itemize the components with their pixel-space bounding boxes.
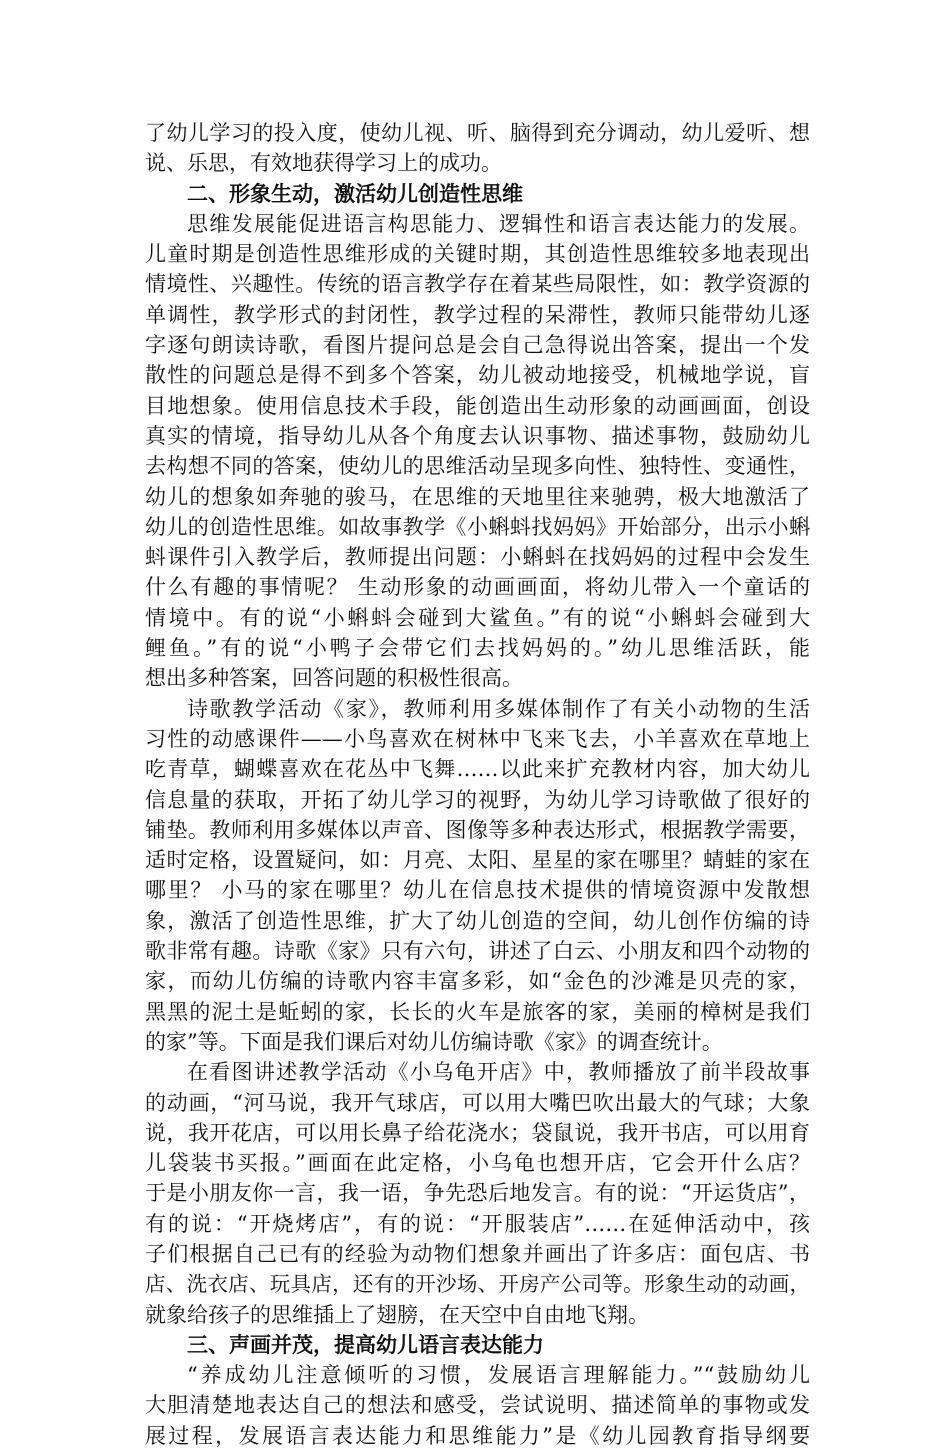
text-line: 象，激活了创造性思维，扩大了幼儿创造的空间，幼儿创作仿编的诗 — [145, 908, 810, 933]
text-line: 儿童时期是创造性思维形成的关键时期，其创造性思维较多地表现出 — [145, 242, 810, 267]
text-line: 家，而幼儿仿编的诗歌内容丰富多彩，如“金色的沙滩是贝壳的家， — [145, 969, 810, 994]
text-line: 的家”等。下面是我们课后对幼儿仿编诗歌《家》的调查统计。 — [145, 1029, 723, 1054]
text-line: 适时定格，设置疑问，如：月亮、太阳、星星的家在哪里？蜻蛙的家在 — [145, 848, 810, 873]
text-line: 吃青草，蝴蝶喜欢在花丛中飞舞……以此来扩充教材内容，加大幼儿 — [145, 757, 810, 782]
text-line: 黑黑的泥土是蚯蚓的家，长长的火车是旅客的家，美丽的樟树是我们 — [145, 999, 810, 1024]
section-heading: 二、形象生动，激活幼儿创造性思维 — [187, 180, 523, 206]
document-page — [145, 118, 810, 1451]
text-line: “养成幼儿注意倾听的习惯，发展语言理解能力。”“鼓励幼儿 — [187, 1363, 810, 1388]
text-line: 展过程，发展语言表达能力和思维能力”是《幼儿园教育指导纲要 — [145, 1423, 810, 1448]
text-line: 情境性、兴趣性。传统的语言教学存在着某些局限性，如：教学资源的 — [145, 272, 810, 297]
text-line: 散性的问题总是得不到多个答案，幼儿被动地接受，机械地学说，盲 — [145, 363, 810, 388]
text-line: 说，我开花店，可以用长鼻子给花浇水；袋鼠说，我开书店，可以用育 — [145, 1120, 810, 1145]
text-line: 目地想象。使用信息技术手段，能创造出生动形象的动画画面，创设 — [145, 393, 810, 418]
text-line: 想出多种答案，回答问题的积极性很高。 — [145, 666, 523, 691]
text-line: 真实的情境，指导幼儿从各个角度去认识事物、描述事物，鼓励幼儿 — [145, 423, 810, 448]
text-line: 有的说：“开烧烤店”，有的说：“开服装店”……在延伸活动中，孩 — [145, 1211, 810, 1236]
text-line: 就象给孩子的思维插上了翅膀，在天空中自由地飞翔。 — [145, 1302, 649, 1327]
text-line: 蚪课件引入教学后，教师提出问题：小蝌蚪在找妈妈的过程中会发生 — [145, 545, 810, 570]
text-line: 店、洗衣店、玩具店，还有的开沙场、开房产公司等。形象生动的动画， — [145, 1272, 810, 1297]
text-line: 习性的动感课件——小鸟喜欢在树林中飞来飞去，小羊喜欢在草地上 — [145, 726, 810, 751]
text-line: 情境中。有的说“小蝌蚪会碰到大鲨鱼。”有的说“小蝌蚪会碰到大 — [145, 605, 810, 630]
text-line: 思维发展能促进语言构思能力、逻辑性和语言表达能力的发展。 — [187, 211, 810, 236]
text-line: 哪里？ 小马的家在哪里？幼儿在信息技术提供的情境资源中发散想 — [145, 878, 810, 903]
text-line: 幼儿的想象如奔驰的骏马，在思维的天地里往来驰骋，极大地激活了 — [145, 484, 810, 509]
text-line: 子们根据自己已有的经验为动物们想象并画出了许多店：面包店、书 — [145, 1241, 810, 1266]
text-line: 鲤鱼。”有的说“小鸭子会带它们去找妈妈的。”幼儿思维活跃，能 — [145, 636, 810, 661]
text-line: 于是小朋友你一言，我一语，争先恐后地发言。有的说：“开运货店”， — [145, 1181, 810, 1206]
text-line: 单调性，教学形式的封闭性，教学过程的呆滞性，教师只能带幼儿逐 — [145, 302, 810, 327]
text-line: 幼儿的创造性思维。如故事教学《小蝌蚪找妈妈》开始部分，出示小蝌 — [145, 514, 810, 539]
text-line: 信息量的获取，开拓了幼儿学习的视野，为幼儿学习诗歌做了很好的 — [145, 787, 810, 812]
text-line: 的动画，“河马说，我开气球店，可以用大嘴巴吹出最大的气球；大象 — [145, 1090, 810, 1115]
text-line: 去构想不同的答案，使幼儿的思维活动呈现多向性、独特性、变通性， — [145, 454, 810, 479]
text-line: 大胆清楚地表达自己的想法和感受，尝试说明、描述简单的事物或发 — [145, 1393, 810, 1418]
text-line: 在看图讲述教学活动《小乌龟开店》中，教师播放了前半段故事 — [187, 1060, 810, 1085]
text-line: 铺垫。教师利用多媒体以声音、图像等多种表达形式，根据教学需要， — [145, 817, 810, 842]
text-line: 歌非常有趣。诗歌《家》只有六句，讲述了白云、小朋友和四个动物的 — [145, 939, 810, 964]
text-line: 诗歌教学活动《家》，教师利用多媒体制作了有关小动物的生活 — [187, 696, 810, 721]
text-line: 字逐句朗读诗歌，看图片提问总是会自己急得说出答案，提出一个发 — [145, 333, 810, 358]
section-heading: 三、声画并茂，提高幼儿语言表达能力 — [187, 1331, 544, 1357]
text-line: 了幼儿学习的投入度，使幼儿视、听、脑得到充分调动，幼儿爱听、想 — [145, 121, 810, 145]
text-line: 说、乐思，有效地获得学习上的成功。 — [145, 151, 502, 176]
text-line: 什么有趣的事情呢？ 生动形象的动画画面，将幼儿带入一个童话的 — [145, 575, 810, 600]
text-line: 儿袋装书买报。”画面在此定格，小乌龟也想开店，它会开什么店？ — [145, 1151, 810, 1176]
